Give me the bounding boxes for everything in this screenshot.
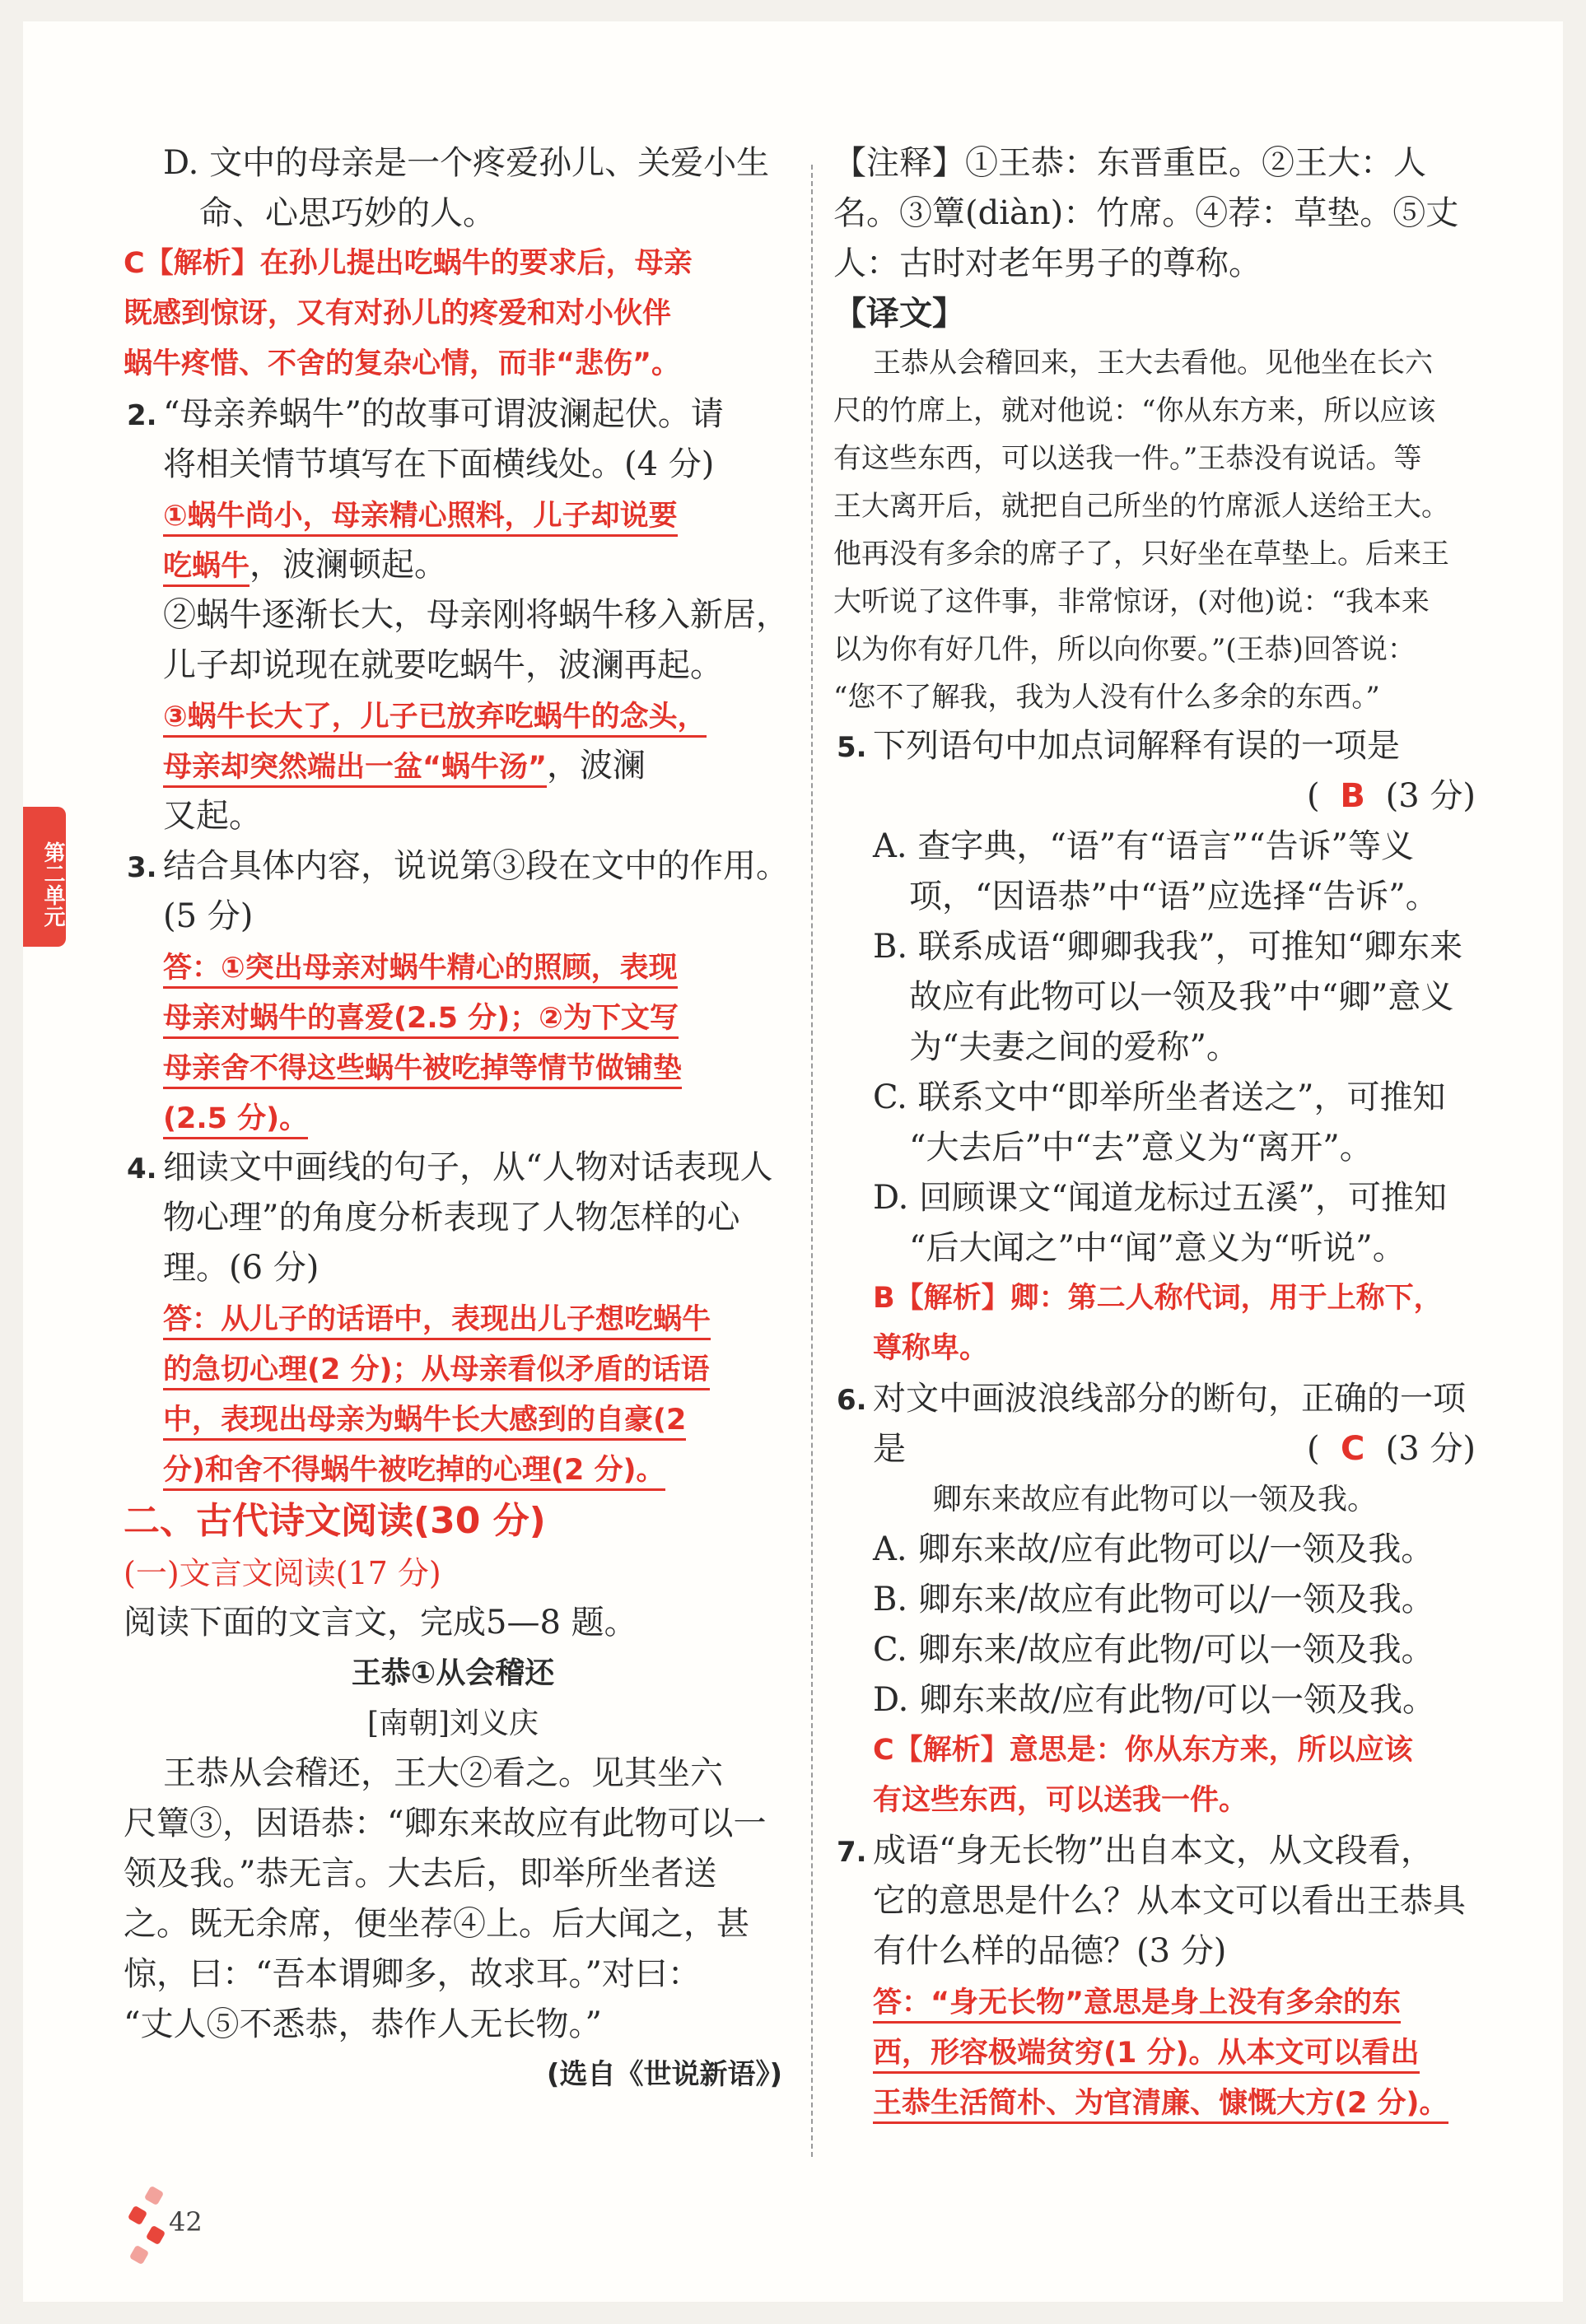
passage-line2: 尺簟③，因语恭：“卿东来故应有此物可以一 — [124, 1805, 767, 1842]
q5-number: 5. — [837, 731, 867, 764]
q1-option-d-line2: 命、心思巧妙的人。 — [199, 194, 496, 232]
q7-number: 7. — [837, 1836, 867, 1869]
passage-author: [南朝]刘义庆 — [366, 1707, 539, 1740]
q6-number: 6. — [837, 1384, 867, 1417]
q2-blank1-line2: 吃蜗牛 — [163, 550, 250, 587]
q4-text-line1: 细读文中画线的句子，从“人物对话表现人 — [163, 1148, 773, 1186]
q6-sentence: 卿东来故应有此物可以一领及我。 — [931, 1483, 1377, 1516]
q1-option-d-line1: D. 文中的母亲是一个疼爱孙儿、关爱小生 — [163, 144, 770, 182]
reading-instruction: 阅读下面的文言文，完成5—8 题。 — [124, 1604, 637, 1642]
q4-number: 4. — [127, 1153, 157, 1185]
q6-answer: C — [1340, 1430, 1365, 1468]
translation-line8: “您不了解我，我为人没有什么多余的东西。” — [833, 681, 1380, 714]
translation-label: 【译文】 — [833, 295, 965, 333]
q1-analysis-line2: 既感到惊讶，又有对孙儿的疼爱和对小伙伴 — [124, 297, 672, 330]
q3-text-line1: 结合具体内容，说说第③段在文中的作用。 — [163, 847, 789, 885]
passage-line5: 惊，曰：“吾本谓卿多，故求耳。”对曰： — [124, 1955, 701, 1993]
q5-option-d-line2: “后大闻之”中“闻”意义为“听说”。 — [909, 1229, 1406, 1267]
q7-answer-line3: 王恭生活简朴、为官清廉、慷慨大方(2 分)。 — [873, 2087, 1448, 2124]
q5-option-a-line2: 项，“因语恭”中“语”应选择“告诉”。 — [909, 878, 1439, 915]
notes-line2: 名。③簟(diàn)：竹席。④荐：草垫。⑤丈 — [833, 194, 1459, 232]
passage-line3: 领及我。”恭无言。大去后，即举所坐者送 — [124, 1855, 717, 1893]
translation-line2: 尺的竹席上，就对他说：“你从东方来，所以应该 — [833, 394, 1436, 427]
q4-answer-line2: 的急切心理(2 分)；从母亲看似矛盾的话语 — [163, 1353, 710, 1390]
q5-option-b-line1: B. 联系成语“卿卿我我”，可推知“卿东来 — [873, 928, 1463, 966]
q4-text-line2: 物心理”的角度分析表现了人物怎样的心 — [163, 1199, 740, 1237]
q5-score: (3 分) — [1385, 777, 1476, 815]
q4-answer-line1: 答：从儿子的话语中，表现出儿子想吃蜗牛 — [163, 1303, 711, 1340]
q6-analysis-line1: C【解析】意思是：你从东方来，所以应该 — [873, 1734, 1413, 1767]
subsection1-title: (一)文言文阅读(17 分) — [124, 1555, 441, 1591]
q1-analysis-line3: 蜗牛疼惜、不舍的复杂心情，而非“悲伤”。 — [124, 347, 681, 380]
q5-answer: B — [1340, 777, 1365, 815]
passage-title: 王恭①从会稽还 — [351, 1656, 555, 1690]
translation-line3: 有这些东西，可以送我一件。”王恭没有说话。等 — [833, 442, 1422, 475]
q3-number: 3. — [127, 851, 157, 884]
q6-analysis-line2: 有这些东西，可以送我一件。 — [873, 1784, 1248, 1817]
q4-answer-line4: 分)和舍不得蜗牛被吃掉的心理(2 分)。 — [163, 1454, 665, 1491]
q2-item2-line2: 儿子却说现在就要吃蜗牛，波澜再起。 — [163, 646, 723, 684]
q6-score: (3 分) — [1385, 1430, 1476, 1468]
q7-answer-line1: 答：“身无长物”意思是身上没有多余的东 — [873, 1986, 1401, 2024]
q4-answer-line3: 中，表现出母亲为蜗牛长大感到的自豪(2 — [163, 1404, 686, 1441]
q6-option-d: D. 卿东来故/应有此物/可以一领及我。 — [873, 1681, 1436, 1719]
translation-line4: 王大离开后，就把自己所坐的竹席派人送给王大。 — [833, 490, 1449, 523]
section2-title: 二、古代诗文阅读(30 分) — [124, 1500, 546, 1542]
q3-answer-line3: 母亲舍不得这些蜗牛被吃掉等情节做铺垫 — [163, 1052, 682, 1089]
q2-blank1-line1: ①蜗牛尚小，母亲精心照料，儿子却说要 — [163, 500, 678, 537]
translation-line6: 大听说了这件事，非常惊讶，(对他)说：“我本来 — [833, 585, 1430, 618]
q2-tail3a: ，波澜 — [547, 747, 646, 785]
q2-blank3-line2: 母亲却突然端出一盆“蜗牛汤” — [163, 751, 547, 788]
q7-text-line1: 成语“身无长物”出自本文，从文段看， — [873, 1832, 1434, 1870]
q5-option-b-line2: 故应有此物可以一领及我”中“卿”意义 — [909, 978, 1454, 1016]
column-divider — [811, 165, 813, 2157]
notes-line1: 【注释】①王恭：东晋重臣。②王大：人 — [833, 144, 1426, 182]
translation-line7: 以为你有好几件，所以向你要。”(王恭)回答说： — [833, 633, 1416, 666]
right-column: 【注释】①王恭：东晋重臣。②王大：人 名。③簟(diàn)：竹席。④荐：草垫。⑤丈 人：古时对老年男子的尊称。 【译文】 王恭从会稽回来，王大去看他。见他坐在长六 尺的竹席上，就对他说：“你从东方来，所以应该 有这些东西，可以送我一件。”王恭没有说话。等 王大离开后，就把自己所坐的竹席派人送给王大。 他再没有多余的席子了，只好坐在草垫上。后来王 大听说了这件事，非常惊讶，(对他)说：“我本来 以为你有好几件，所以向你要。”(王恭)回答说： “您不了解我，我为人没有什么多余的东西。” 5. 下列语句中加点词解释有误的一项是 ( B (3 分) A. 查字典，“语”有“语言”“告诉”等义 项，“因语恭”中“语”应选择“告诉”。 B. 联系成语“卿卿我我”，可推知“卿东来 故应有此物可以一领及我”中“卿”意义 为“夫妻之间的爱称”。 C. 联系文中“即举所坐者送之”，可推知 “大去后”中“去”意义为“离开”。 D. 回顾课文“闻道龙标过五溪”，可推知 “后大闻之”中“闻”意义为“听说”。 B【解析】卿：第二人称代词，用于上称下， 尊称卑。 6. 对文中画波浪线部分的断句，正确的一项 是 ( C (3 分) 卿东来故应有此物可以一领及我。 A. 卿东来故/应有此物可以/一领及我。 B. 卿东来/故应有此物可以/一领及我。 C. 卿东来/故应有此物/可以一领及我。 D. 卿东来故/应有此物/可以一领及我。 C【解析】意思是：你从东方来，所以应该 有这些东西，可以送我一件。 7. 成语“身无长物”出自本文，从文段看， 它的意思是什么？从本文可以看出王恭具 有什么样的品德？(3 分) 答：“身无长物”意思是身上没有多余的东 西，形容极端贫穷(1 分)。从本文可以看出 王恭生活简朴、为官清廉、慷慨大方(2 分)。 — [833, 138, 1476, 2127]
left-column — [124, 138, 789, 2100]
translation-line5: 他再没有多余的席子了，只好坐在草垫上。后来王 — [833, 538, 1449, 571]
q7-answer-line2: 西，形容极端贫穷(1 分)。从本文可以看出 — [873, 2037, 1420, 2074]
q2-text-line2: 将相关情节填写在下面横线处。(4 分) — [163, 445, 715, 483]
notes-line3: 人：古时对老年男子的尊称。 — [833, 245, 1262, 282]
q3-text-line2: (5 分) — [163, 897, 254, 935]
translation-line1: 王恭从会稽回来，王大去看他。见他坐在长六 — [873, 347, 1433, 380]
passage-line6: “丈人⑤不悉恭，恭作人无长物。” — [124, 2005, 602, 2043]
q2-item2-line1: ②蜗牛逐渐长大，母亲刚将蜗牛移入新居， — [163, 596, 789, 634]
q2-text-line1: “母亲养蜗牛”的故事可谓波澜起伏。请 — [163, 395, 724, 433]
passage-line4: 之。既无余席，便坐荐④上。后大闻之，甚 — [124, 1905, 749, 1943]
q7-text-line2: 它的意思是什么？从本文可以看出王恭具 — [873, 1882, 1466, 1920]
q5-option-c-line1: C. 联系文中“即举所坐者送之”，可推知 — [873, 1078, 1446, 1116]
q1-analysis-line1: C【解析】在孙儿提出吃蜗牛的要求后，母亲 — [124, 247, 693, 280]
unit-side-tab: 第二单元 — [23, 807, 66, 947]
q6-option-c: C. 卿东来/故应有此物/可以一领及我。 — [873, 1631, 1434, 1669]
q3-answer-line4: (2.5 分)。 — [163, 1102, 308, 1139]
page-number: 42 — [169, 2206, 203, 2238]
q5-option-b-line3: 为“夫妻之间的爱称”。 — [909, 1028, 1239, 1066]
q2-blank3-line1: ③蜗牛长大了，儿子已放弃吃蜗牛的念头， — [163, 701, 707, 738]
q5-option-a-line1: A. 查字典，“语”有“语言”“告诉”等义 — [873, 827, 1415, 865]
q6-option-b: B. 卿东来/故应有此物可以/一领及我。 — [873, 1581, 1434, 1618]
q5-option-c-line2: “大去后”中“去”意义为“离开”。 — [909, 1129, 1373, 1167]
q7-text-line3: 有什么样的品德？(3 分) — [873, 1932, 1227, 1970]
q4-text-line3: 理。(6 分) — [163, 1249, 320, 1287]
q6-text-line1: 对文中画波浪线部分的断句，正确的一项 — [873, 1380, 1466, 1418]
q6-text-line2: 是 — [873, 1430, 906, 1468]
q5-text: 下列语句中加点词解释有误的一项是 — [873, 727, 1400, 765]
passage-line1: 王恭从会稽还，王大②看之。见其坐六 — [163, 1754, 723, 1792]
q3-answer-line1: 答：①突出母亲对蜗牛精心的照顾，表现 — [163, 952, 678, 989]
q2-tail1: ，波澜顿起。 — [250, 546, 448, 584]
passage-source: (选自《世说新语》) — [546, 2058, 782, 2091]
q2-tail3b: 又起。 — [163, 797, 262, 835]
q6-option-a: A. 卿东来故/应有此物可以/一领及我。 — [873, 1530, 1434, 1568]
q3-answer-line2: 母亲对蜗牛的喜爱(2.5 分)；②为下文写 — [163, 1002, 679, 1039]
q2-number: 2. — [127, 399, 157, 432]
q5-analysis-line1: B【解析】卿：第二人称代词，用于上称下， — [873, 1282, 1443, 1315]
q5-analysis-line2: 尊称卑。 — [873, 1332, 989, 1365]
q5-option-d-line1: D. 回顾课文“闻道龙标过五溪”，可推知 — [873, 1179, 1447, 1217]
